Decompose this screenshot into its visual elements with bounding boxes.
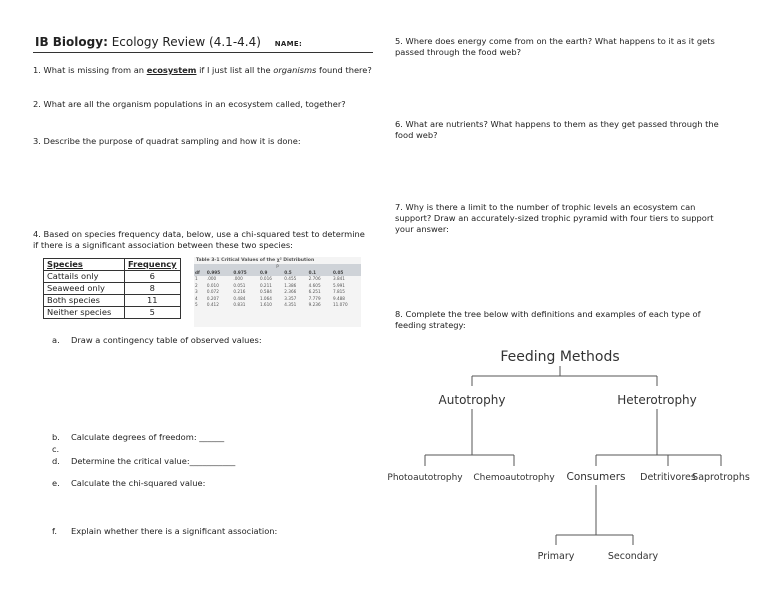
q5-line-1: 5. Where does energy come from on the earth? What happens to it as it gets (395, 36, 715, 46)
frequency-cell: 8 (125, 283, 181, 295)
frequency-cell: 11 (125, 295, 181, 307)
sub-letter: b. (52, 432, 60, 442)
tree-autotrophy: Autotrophy (438, 393, 506, 407)
species-cell: Both species (44, 295, 125, 307)
crit-cell: 3.841 (332, 276, 345, 281)
tree-chemoautotrophy: Chemoautotrophy (473, 473, 555, 483)
crit-header: 0.05 (332, 269, 361, 276)
crit-cell: 11.070 (332, 302, 348, 308)
species-cell: Cattails only (44, 271, 125, 283)
sub-d-text: Determine the critical value:___________ (71, 456, 236, 466)
sub-e-text: Calculate the chi-squared value: (71, 478, 206, 488)
crit-cell: 4.605 (308, 282, 321, 288)
q1-text-post: found there? (316, 65, 372, 75)
crit-cell: 1.386 (284, 282, 297, 288)
crit-cell: 0.072 (206, 289, 219, 295)
q1-text-pre: 1. What is missing from an (33, 65, 147, 75)
sub-letter: c. (52, 444, 60, 454)
crit-cell: 3.357 (284, 295, 297, 301)
crit-cell: 5 (195, 302, 198, 308)
sub-letter: d. (52, 456, 60, 466)
sub-b-text: Calculate degrees of freedom: ______ (71, 432, 225, 442)
tree-detritivores: Detritivores (640, 472, 696, 483)
crit-cell: 4.351 (284, 302, 297, 308)
crit-cell: 0.216 (233, 289, 246, 295)
q8-line-2: feeding strategy: (395, 320, 466, 330)
title-bold: IB Biology: (35, 35, 108, 49)
frequency-cell: 5 (125, 307, 181, 319)
crit-cell: 7.815 (332, 289, 345, 295)
crit-cell: 2.366 (284, 289, 297, 295)
tree-saprotrophs: Saprotrophs (692, 472, 750, 483)
q7-line-2: support? Draw an accurately-sized trophic pyramid with four tiers to support (395, 213, 714, 223)
question-2: 2. What are all the organism populations in an ecosystem called, together? (33, 99, 346, 109)
crit-cell: 0.016 (259, 276, 272, 281)
tree-primary: Primary (537, 551, 575, 562)
crit-cell: 0.455 (284, 276, 297, 281)
q8-line-1: 8. Complete the tree below with definitions and examples of each type of (395, 309, 701, 319)
title-rest: Ecology Review (4.1-4.4) (107, 35, 261, 49)
crit-cell: 6.251 (308, 289, 321, 295)
crit-header: 0.1 (308, 269, 332, 276)
crit-cell: .000 (233, 276, 243, 281)
crit-cell: 0.211 (259, 282, 272, 288)
q1-keyword: ecosystem (146, 65, 197, 75)
sub-letter: a. (52, 335, 60, 345)
sub-a-text: Draw a contingency table of observed values: (71, 335, 262, 345)
q5-line-2: passed through the food web? (395, 47, 522, 57)
tree-heterotrophy: Heterotrophy (617, 393, 697, 407)
crit-cell: 0.412 (206, 302, 219, 308)
p-label: P (194, 264, 361, 269)
crit-cell: 2.706 (308, 276, 321, 281)
crit-cell: 5.991 (332, 282, 345, 288)
crit-cell: 1 (195, 276, 198, 281)
header-frequency: Frequency (125, 259, 181, 271)
crit-header: 0.975 (232, 269, 259, 276)
crit-cell: 0.831 (233, 302, 246, 308)
tree-photoautotrophy: Photoautotrophy (387, 473, 463, 483)
tree-secondary: Secondary (607, 551, 659, 562)
crit-cell: 0.207 (206, 295, 219, 301)
crit-cell: 4 (195, 295, 198, 301)
crit-cell: 0.584 (259, 289, 272, 295)
crit-header: 0.995 (206, 269, 233, 276)
sub-letter: f. (52, 526, 57, 536)
species-cell: Seaweed only (44, 283, 125, 295)
q6-line-2: food web? (395, 130, 438, 140)
sub-letter: e. (52, 478, 60, 488)
crit-cell: 0.484 (233, 295, 246, 301)
crit-cell: .000 (206, 276, 217, 281)
crit-cell: 9.488 (332, 295, 345, 301)
q7-line-1: 7. Why is there a limit to the number of trophic levels an ecosystem can (395, 202, 696, 212)
q6-line-1: 6. What are nutrients? What happens to them as they get passed through the (395, 119, 719, 129)
q4-line-1: 4. Based on species frequency data, below, use a chi-squared test to determine (33, 229, 365, 239)
crit-cell: 1.610 (259, 302, 272, 308)
header-species: Species (44, 259, 125, 271)
q7-line-3: your answer: (395, 224, 449, 234)
crit-cell: 0.010 (206, 282, 219, 288)
name-label: NAME: (274, 40, 303, 48)
critical-values-caption: Table 3-1 Critical Values of the χ² Distribution (196, 258, 315, 263)
q1-italic: organisms (273, 65, 317, 75)
crit-cell: 0.051 (233, 282, 246, 288)
sub-f-text: Explain whether there is a significant association: (71, 526, 278, 536)
crit-header: df (194, 269, 206, 276)
frequency-cell: 6 (125, 271, 181, 283)
crit-header: 0.5 (283, 269, 307, 276)
crit-cell: 2 (195, 282, 198, 288)
tree-consumers: Consumers (566, 471, 626, 483)
q1-text-mid: if I just list all the (196, 65, 274, 75)
crit-cell: 1.064 (259, 295, 272, 301)
species-cell: Neither species (44, 307, 125, 319)
crit-cell: 7.779 (308, 295, 321, 301)
crit-cell: 3 (195, 289, 198, 295)
tree-root: Feeding Methods (500, 349, 620, 365)
crit-cell: 9.236 (308, 302, 321, 308)
q4-line-2: if there is a significant association between these two species: (33, 240, 293, 250)
question-3: 3. Describe the purpose of quadrat sampling and how it is done: (33, 136, 301, 146)
crit-header: 0.9 (259, 269, 283, 276)
